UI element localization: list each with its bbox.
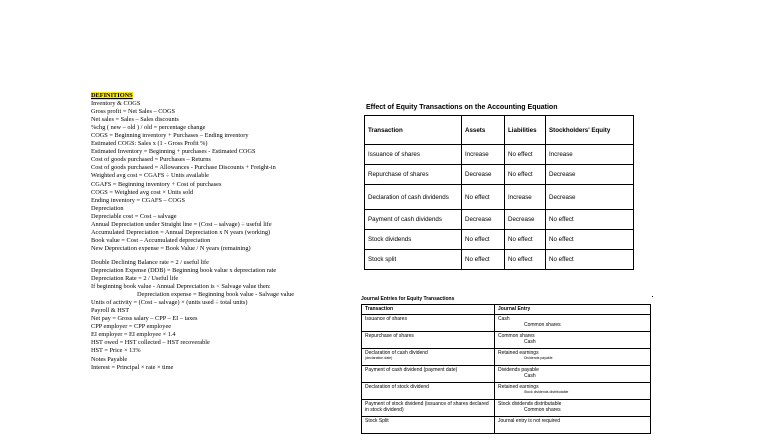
table-row [362, 366, 651, 383]
debit-account: Retained earnings [498, 384, 539, 390]
journal-entry-cell [495, 366, 651, 383]
column-header: Transaction [362, 305, 495, 315]
table-cell: Decrease [462, 210, 505, 230]
definition-line: HST owed = HST collected – HST recoverable [91, 339, 210, 347]
transaction-label: Payment of stock dividend (issuance of shares declared in stock dividend) [365, 401, 489, 413]
definition-line: CGAFS = Beginning inventory + Cost of purchases [91, 180, 222, 188]
definitions-inventory-depreciation [91, 100, 351, 253]
transaction-label: Issuance of shares [365, 316, 407, 322]
table-row [365, 230, 634, 250]
debit-account: Cash [498, 316, 510, 322]
table-cell: Decrease [546, 185, 634, 210]
definition-line: Cost of goods purchased = Purchases – Returns [91, 156, 211, 164]
transaction-label: Declaration of stock dividend [365, 384, 429, 390]
table-cell: No effect [462, 250, 505, 270]
table-cell: Increase [462, 145, 505, 165]
definition-line: CPP employer = CPP employee [91, 323, 172, 331]
transaction-cell [362, 400, 495, 417]
definition-line: Weighted avg cost = CGAFS ÷ Units available [91, 172, 209, 180]
journal-entry-cell [495, 315, 651, 332]
journal-entry-cell [495, 332, 651, 349]
debit-account: Common shares [498, 333, 535, 339]
transaction-label: Repurchase of shares [365, 333, 414, 339]
table-cell: Decrease [546, 165, 634, 185]
credit-account: Common shares [524, 407, 561, 413]
table-cell: Increase [546, 145, 634, 165]
table-cell: Payment of cash dividends [365, 210, 462, 230]
definition-line: EI employer = EI employee × 1.4 [91, 331, 176, 339]
journal-entry-cell [495, 349, 651, 366]
debit-account: Dividends payable [498, 367, 539, 373]
definition-line: If beginning book value - Annual Depreciation is < Salvage value then: [91, 283, 271, 291]
column-header: Liabilities [505, 116, 546, 145]
table-cell: No effect [462, 230, 505, 250]
column-header: Assets [462, 116, 505, 145]
column-header: Journal Entry [495, 305, 651, 315]
definition-line: Units of activity = (Cost – salvage) × (units used ÷ total units) [91, 299, 248, 307]
table-header-row [365, 116, 634, 145]
transaction-note: (declaration date) [365, 356, 393, 360]
definition-line: Double Declining Balance rate = 2 / useful life [91, 258, 209, 266]
definition-line: Cost of goods purchased = Allowances - Purchase Discounts + Freight-in [91, 164, 276, 172]
table-header-row [362, 305, 651, 315]
equity-effects-table [364, 115, 634, 270]
definition-line: Depreciation Rate = 2 / Useful life [91, 275, 179, 283]
definition-line: Ending inventory = CGAFS – COGS [91, 196, 185, 204]
table-cell: Increase [505, 185, 546, 210]
journal-entry-cell [495, 400, 651, 417]
definitions-title: DEFINITIONS [91, 92, 133, 99]
table-row [365, 185, 634, 210]
table-cell: Repurchase of shares [365, 165, 462, 185]
table-cell: Stock split [365, 250, 462, 270]
definitions-payroll-notes [91, 299, 351, 371]
table-cell: No effect [462, 185, 505, 210]
definition-line: Payroll & HST [91, 307, 130, 315]
definition-line: Estimated COGS: Sales x (1 - Gross Profit %) [91, 140, 208, 148]
column-header: Transaction [365, 116, 462, 145]
journal-entry-cell [495, 417, 651, 434]
table-row [362, 417, 651, 434]
definition-line: Depreciable cost = Cost – salvage [91, 212, 177, 220]
credit-account: Common shares [524, 322, 561, 328]
table-cell: Issuance of shares [365, 145, 462, 165]
table-row [362, 332, 651, 349]
transaction-label: Payment of cash dividend (payment date) [365, 367, 458, 373]
debit-account: Stock dividends distributable [498, 401, 562, 407]
definition-line: HST = Price × 13% [91, 347, 141, 355]
table-cell: No effect [546, 210, 634, 230]
table-cell: No effect [546, 250, 634, 270]
table-row [362, 383, 651, 400]
table-row [365, 165, 634, 185]
table-cell: No effect [505, 145, 546, 165]
credit-account: Cash [524, 373, 536, 379]
equity-table-title: Effect of Equity Transactions on the Accounting Equation [366, 104, 558, 111]
transaction-label: Declaration of cash dividend [365, 350, 428, 356]
table-cell: Decrease [505, 210, 546, 230]
table-row [362, 315, 651, 332]
transaction-cell [362, 383, 495, 400]
transaction-cell [362, 332, 495, 349]
column-header: Stockholders' Equity [546, 116, 634, 145]
transaction-cell [362, 315, 495, 332]
table-row [362, 400, 651, 417]
definition-line: Gross profit = Net Sales – COGS [91, 108, 176, 116]
journal-entries-table [361, 304, 651, 434]
definitions-ddb [91, 259, 351, 291]
table-cell: No effect [546, 230, 634, 250]
definition-line: Estimated Inventory = Beginning + purchases - Estimated COGS [91, 148, 256, 156]
journal-table-body [362, 305, 651, 434]
definitions-section [91, 92, 351, 372]
transaction-cell [362, 366, 495, 383]
definition-line: Net pay = Gross salary – CPP – EI – taxes [91, 315, 198, 323]
table-cell: Decrease [462, 165, 505, 185]
definition-line: Accumulated Depreciation = Annual Depreciation x N years (working) [91, 228, 271, 236]
table-cell: No effect [505, 165, 546, 185]
definition-line: COGS = Beginning inventory + Purchases – Ending inventory [91, 132, 249, 140]
table-cell: No effect [505, 230, 546, 250]
definition-line: COGS = Weighted avg cost × Units sold [91, 188, 194, 196]
speck [652, 296, 653, 297]
table-cell: No effect [505, 250, 546, 270]
equity-table-body [365, 145, 634, 270]
table-cell: Declaration of cash dividends [365, 185, 462, 210]
journal-entry-cell [495, 383, 651, 400]
transaction-label: Stock Split [365, 418, 389, 424]
journal-table-title: Journal Entries for Equity Transactions [361, 296, 455, 302]
definition-line: Net sales = Sales – Sales discounts [91, 116, 179, 124]
definition-line: Depreciation Expense (DDB) = Beginning book value x depreciation rate [91, 266, 277, 274]
definition-line: %chg ( new – old ) / old = percentage change [91, 124, 206, 132]
debit-account: Retained earnings [498, 350, 539, 356]
credit-account: Dividends payable [524, 356, 553, 360]
credit-account: Stock dividends distributable [524, 390, 569, 394]
definition-line: Annual Depreciation under Straight line = (Cost – salvage) ÷ useful life [91, 220, 272, 228]
credit-account: Cash [524, 339, 536, 345]
table-row [365, 210, 634, 230]
table-row [365, 250, 634, 270]
definition-line: Notes Payable [91, 355, 128, 363]
table-row [365, 145, 634, 165]
table-cell: Stock dividends [365, 230, 462, 250]
definition-line: New Depreciation expense = Book Value / N years (remaining) [91, 244, 251, 252]
table-row [362, 349, 651, 366]
definition-line: Interest = Principal × rate × time [91, 363, 174, 371]
debit-account: Journal entry is not required [498, 418, 560, 424]
definition-line: Depreciation [91, 204, 124, 212]
definition-line: Book value = Cost – Accumulated depreciation [91, 236, 211, 244]
definition-line: Inventory & COGS [91, 100, 141, 108]
transaction-cell [362, 349, 495, 366]
transaction-cell [362, 417, 495, 434]
definition-line: Depreciation expense = Beginning book value - Salvage value [137, 291, 295, 299]
